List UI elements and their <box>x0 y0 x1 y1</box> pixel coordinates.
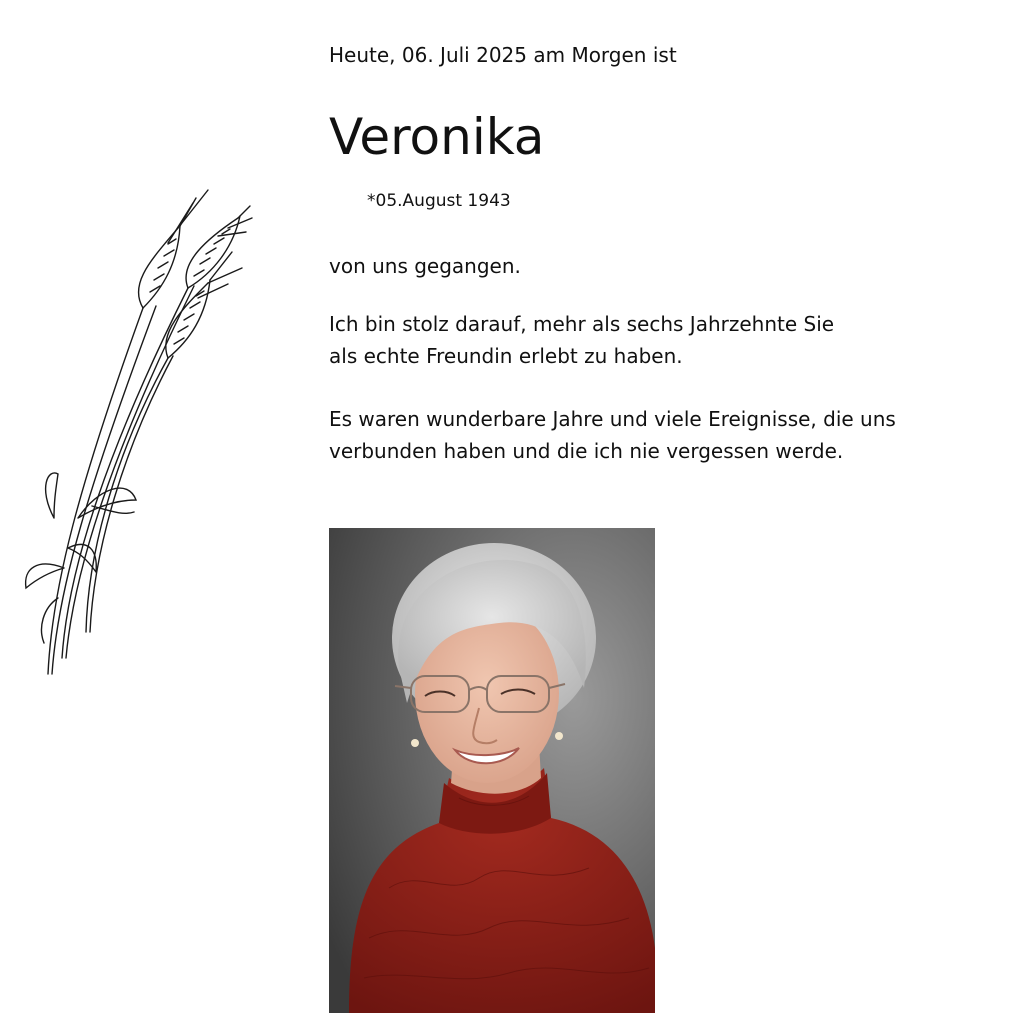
paragraph-pride-line: Ich bin stolz darauf, mehr als sechs Jahrzehnte Sie <box>329 312 835 336</box>
paragraph-memories-line: Es waren wunderbare Jahre und viele Ereignisse, die uns <box>329 407 896 431</box>
paragraph-memories-line: verbunden haben und die ich nie vergessen werde. <box>329 439 844 463</box>
wheat-icon <box>18 188 254 680</box>
portrait-photo <box>329 528 655 1013</box>
deceased-name: Veronika <box>329 108 545 166</box>
intro-line: Heute, 06. Juli 2025 am Morgen ist <box>329 43 677 67</box>
paragraph-pride <box>329 308 834 372</box>
birth-date: *05.August 1943 <box>367 191 511 211</box>
passed-line: von uns gegangen. <box>329 254 521 278</box>
paragraph-memories <box>329 403 896 467</box>
paragraph-pride-line: als echte Freundin erlebt zu haben. <box>329 344 683 368</box>
